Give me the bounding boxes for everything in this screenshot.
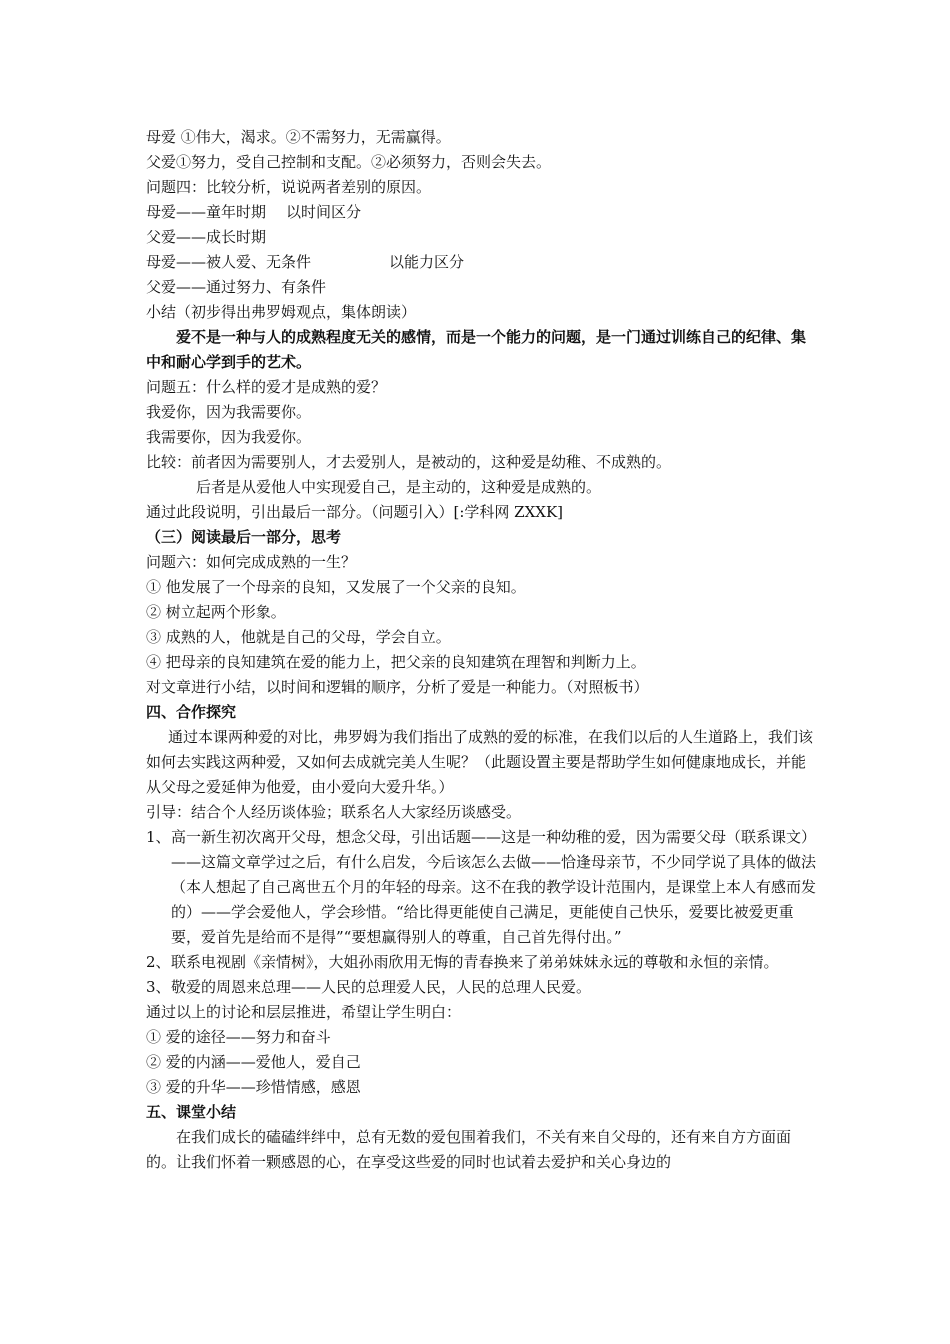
text-span: 母爱——童年时期	[146, 203, 267, 221]
section-heading: 五、课堂小结	[146, 1103, 237, 1121]
text-line: 问题六：如何完成成熟的一生？	[146, 553, 357, 571]
paragraph: 在我们成长的磕磕绊绊中，总有无数的爱包围着我们，不关有来自父母的，还有来自方方面面的。让我们怀着一颗感恩的心，在享受这些爱的同时也试着去爱护和关心身边的	[146, 1128, 792, 1171]
text-line: 父爱——成长时期	[146, 228, 267, 246]
text-line: 父爱①努力，受自己控制和支配。②必须努力，否则会失去。	[146, 153, 552, 171]
numbered-item	[146, 950, 816, 975]
list-item: ① 他发展了一个母亲的良知，又发展了一个父亲的良知。	[146, 578, 526, 596]
text-line: 问题四：比较分析，说说两者差别的原因。	[146, 178, 432, 196]
bold-paragraph: 爱不是一种与人的成熟程度无关的感情，而是一个能力的问题，是一门通过训练自己的纪律、集中和耐心学到手的艺术。	[146, 328, 807, 371]
paragraph: 通过本课两种爱的对比，弗罗姆为我们指出了成熟的爱的标准，在我们以后的人生道路上，我们该如何去实践这两种爱，又如何去成就完美人生呢？（此题设置主要是帮助学生如何健康地成长，并能从父母之爱延伸为他爱，由小爱向大爱升华。）	[146, 728, 814, 796]
list-item: ② 爱的内涵——爱他人，爱自己	[146, 1053, 361, 1071]
text-line: 问题五：什么样的爱才是成熟的爱？	[146, 378, 387, 396]
list-item: ③ 爱的升华——珍惜情感，感恩	[146, 1078, 361, 1096]
text-span: 以时间区分	[286, 203, 362, 221]
item-text: 联系电视剧《亲情树》，大姐孙雨欣用无悔的青春换来了弟弟妹妹永远的尊敬和永恒的亲情。	[171, 953, 779, 971]
list-item: ③ 成熟的人，他就是自己的父母，学会自立。	[146, 628, 451, 646]
document-body	[146, 125, 816, 1175]
numbered-item	[146, 825, 816, 950]
section-heading: 四、合作探究	[146, 703, 237, 721]
text-span: 以能力区分	[389, 253, 465, 271]
list-item: ① 爱的途径——努力和奋斗	[146, 1028, 331, 1046]
text-span: 母爱——被人爱、无条件	[146, 253, 312, 271]
text-line: 对文章进行小结，以时间和逻辑的顺序，分析了爱是一种能力。（对照板书）	[146, 678, 649, 696]
section-heading: （三）阅读最后一部分，思考	[146, 528, 342, 546]
text-line	[146, 250, 816, 275]
text-line: 通过此段说明，引出最后一部分。（问题引入）[:学科网 ZXXK]	[146, 503, 564, 521]
text-line: 后者是从爱他人中实现爱自己，是主动的，这种爱是成熟的。	[196, 478, 602, 496]
text-line: 父爱——通过努力、有条件	[146, 278, 327, 296]
item-text: 高一新生初次离开父母，想念父母，引出话题——这是一种幼稚的爱，因为需要父母（联系课文）——这篇文章学过之后，有什么启发，今后该怎么去做——恰逢母亲节，不少同学说了具体的做法（本人想起了自己离世五个月的年轻的母亲。这不在我的教学设计范围内，是课堂上本人有感而发的）——学会爱他人，学会珍惜。“给比得更能使自己满足，更能使自己快乐，爱要比被爱更重要，爱首先是给而不是得”“要想赢得别人的尊重，自己首先得付出。”	[171, 828, 817, 946]
text-line	[146, 200, 816, 225]
numbered-item	[146, 975, 816, 1000]
item-text: 敬爱的周恩来总理——人民的总理爱人民，人民的总理人民爱。	[171, 978, 592, 996]
text-line: 比较：前者因为需要别人，才去爱别人，是被动的，这种爱是幼稚、不成熟的。	[146, 453, 672, 471]
text-line: 引导：结合个人经历谈体验；联系名人大家经历谈感受。	[146, 803, 522, 821]
item-number: 1、	[146, 828, 171, 846]
list-item: ④ 把母亲的良知建筑在爱的能力上，把父亲的良知建筑在理智和判断力上。	[146, 653, 646, 671]
text-line: 我需要你，因为我爱你。	[146, 428, 312, 446]
text-line: 小结（初步得出弗罗姆观点，集体朗读）	[146, 303, 417, 321]
text-line: 通过以上的讨论和层层推进，希望让学生明白：	[146, 1003, 462, 1021]
item-number: 2、	[146, 953, 171, 971]
item-number: 3、	[146, 978, 171, 996]
list-item: ② 树立起两个形象。	[146, 603, 286, 621]
text-line: 我爱你，因为我需要你。	[146, 403, 312, 421]
text-line: 母爱 ①伟大，渴求。②不需努力，无需赢得。	[146, 128, 451, 146]
